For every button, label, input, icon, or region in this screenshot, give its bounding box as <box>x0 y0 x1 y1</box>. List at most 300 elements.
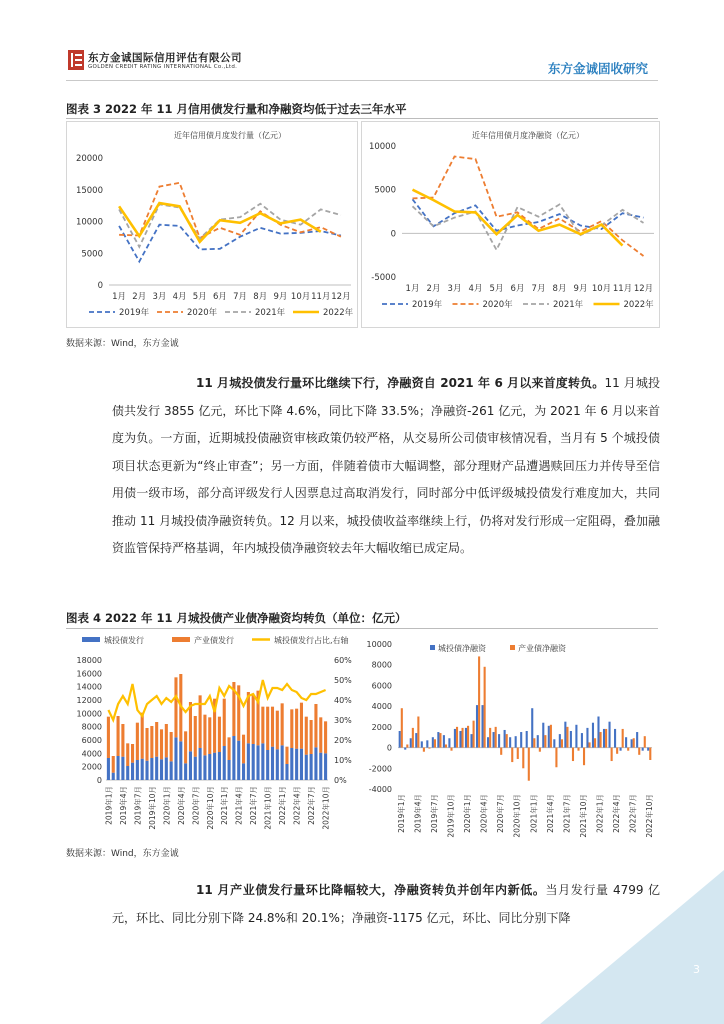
x-tick-label: 3月 <box>447 284 462 294</box>
header-divider <box>66 80 658 81</box>
bar-industrial-net <box>583 748 585 766</box>
bar-urban-issuance <box>271 747 274 780</box>
x-tick-label: 2022年7月 <box>307 786 317 825</box>
bar-urban-issuance <box>107 758 110 780</box>
bar-industrial-issuance <box>155 722 158 757</box>
y-tick-label: 4000 <box>81 749 102 759</box>
x-tick-label: 11月 <box>311 292 331 302</box>
bar-urban-issuance <box>112 773 115 780</box>
company-name-cn: 东方金诚国际信用评估有限公司 <box>88 52 242 64</box>
bar-industrial-issuance <box>126 743 129 766</box>
bar-urban-issuance <box>324 753 327 780</box>
bar-urban-issuance <box>242 763 245 780</box>
legend-label: 城投债发行 <box>104 636 144 645</box>
bar-industrial-issuance <box>300 703 303 749</box>
bar-urban-issuance <box>126 766 129 780</box>
bar-urban-net <box>620 748 622 751</box>
company-logo-mark <box>68 50 84 70</box>
section-title: 东方金诚固收研究 <box>547 61 648 76</box>
y-tick-label: 2000 <box>81 762 102 772</box>
bar-industrial-issuance <box>261 707 264 744</box>
bar-urban-issuance <box>184 763 187 780</box>
bar-industrial-net <box>572 748 574 761</box>
y-tick-label: 10000 <box>368 142 396 152</box>
bar-urban-net <box>548 726 550 748</box>
y-tick-label: 10000 <box>75 217 103 228</box>
legend-label: 产业债发行 <box>194 636 234 645</box>
bar-industrial-net <box>445 744 447 747</box>
bar-urban-net <box>603 729 605 748</box>
y-tick-label: -4000 <box>368 785 392 794</box>
series-line-2 <box>413 205 644 250</box>
figure3-source: 数据来源：Wind，东方金诚 <box>66 339 179 349</box>
x-tick-label: 1月 <box>405 284 420 294</box>
bar-urban-issuance <box>170 761 173 780</box>
x-tick-label: 6月 <box>212 292 227 302</box>
x-tick-label: 2019年4月 <box>118 786 128 825</box>
bar-urban-net <box>410 738 412 747</box>
bar-urban-issuance <box>194 757 197 780</box>
bar-industrial-issuance <box>324 721 327 753</box>
bar-industrial-net <box>478 656 480 747</box>
bar-industrial-issuance <box>290 709 293 748</box>
bar-urban-net <box>564 722 566 748</box>
bar-industrial-net <box>462 728 464 748</box>
figure4-title: 图表 4 2022 年 11 月城投债产业债净融资均转负（单位：亿元） <box>66 611 407 625</box>
bar-industrial-net <box>616 748 618 754</box>
bar-industrial-net <box>611 748 613 761</box>
legend-swatch-1 <box>172 637 190 642</box>
bar-industrial-issuance <box>285 747 288 764</box>
bar-urban-net <box>498 734 500 747</box>
chart-monthly-net <box>360 632 660 840</box>
bar-industrial-issuance <box>295 709 298 749</box>
bar-urban-issuance <box>155 757 158 780</box>
bar-urban-net <box>592 723 594 748</box>
bar-urban-issuance <box>237 741 240 780</box>
bar-industrial-issuance <box>136 723 139 760</box>
figure3-title: 图表 3 2022 年 11 月信用债发行量和净融资均低于过去三年水平 <box>66 102 407 116</box>
bar-industrial-issuance <box>189 702 192 751</box>
x-tick-label: 2022年1月 <box>278 786 288 825</box>
bar-industrial-net <box>528 748 530 781</box>
bar-industrial-issuance <box>228 737 231 760</box>
bar-industrial-net <box>550 725 552 748</box>
paragraph-urban-investment <box>112 370 660 563</box>
bar-industrial-issuance <box>184 731 187 763</box>
bar-urban-issuance <box>136 760 139 780</box>
y2-tick-label: 30% <box>334 716 352 725</box>
bar-industrial-net <box>417 717 419 748</box>
x-tick-label: 4月 <box>468 284 483 294</box>
bar-industrial-net <box>517 748 519 759</box>
legend-swatch-0 <box>430 645 435 650</box>
bar-urban-net <box>553 739 555 747</box>
bar-industrial-issuance <box>121 724 124 757</box>
bar-urban-net <box>586 728 588 748</box>
bar-industrial-issuance <box>314 704 317 747</box>
bar-urban-issuance <box>247 743 250 780</box>
bar-industrial-net <box>484 667 486 748</box>
legend-label: 2021年 <box>255 308 286 318</box>
bar-industrial-net <box>506 734 508 747</box>
bar-urban-net <box>426 740 428 747</box>
x-tick-label: 12月 <box>633 284 654 294</box>
legend-label: 2019年 <box>412 300 443 310</box>
y-tick-label: 18000 <box>76 656 102 665</box>
x-tick-label: 1月 <box>112 292 127 302</box>
y-tick-label: 5000 <box>81 249 103 260</box>
x-tick-label: 2020年10月 <box>512 794 522 838</box>
bar-urban-issuance <box>285 764 288 780</box>
legend-swatch-1 <box>510 645 515 650</box>
bar-industrial-issuance <box>319 717 322 752</box>
x-tick-label: 2021年4月 <box>545 794 555 833</box>
bar-urban-issuance <box>223 746 226 780</box>
chart-title: 近年信用债月度净融资（亿元） <box>472 131 584 140</box>
bar-urban-issuance <box>276 749 279 780</box>
series-line-3 <box>413 190 623 246</box>
bar-industrial-issuance <box>252 695 255 744</box>
bar-industrial-issuance <box>117 716 120 756</box>
bar-urban-net <box>415 733 417 748</box>
y2-tick-label: 20% <box>334 736 352 745</box>
bar-industrial-net <box>577 748 579 751</box>
bar-urban-net <box>625 737 627 747</box>
bar-urban-net <box>443 735 445 747</box>
x-tick-label: 2020年7月 <box>496 794 506 833</box>
bar-industrial-net <box>539 748 541 752</box>
x-tick-label: 2021年7月 <box>562 794 572 833</box>
bar-urban-net <box>515 736 517 747</box>
bar-urban-net <box>631 739 633 747</box>
bar-industrial-net <box>489 728 491 748</box>
bar-urban-net <box>448 738 450 747</box>
bar-industrial-issuance <box>145 728 148 761</box>
bar-industrial-net <box>456 727 458 748</box>
bar-industrial-issuance <box>276 711 279 750</box>
bar-industrial-net <box>589 742 591 747</box>
bar-industrial-net <box>644 736 646 747</box>
x-tick-label: 7月 <box>531 284 546 294</box>
bar-industrial-net <box>434 739 436 747</box>
y-tick-label: 10000 <box>366 640 392 649</box>
page-number: 3 <box>693 963 700 976</box>
bar-industrial-net <box>412 728 414 748</box>
bar-urban-net <box>493 732 495 748</box>
x-tick-label: 2019年7月 <box>429 794 439 833</box>
bar-industrial-issuance <box>310 720 313 754</box>
y-tick-label: 2000 <box>371 722 392 732</box>
paragraph2-lead: 11 月产业债发行量环比降幅较大，净融资转负并创年内新低。 <box>196 883 546 897</box>
x-tick-label: 2019年4月 <box>413 794 423 833</box>
x-tick-label: 2022年10月 <box>321 786 331 830</box>
x-tick-label: 2021年1月 <box>529 794 539 833</box>
y2-tick-label: 50% <box>334 676 352 685</box>
bar-industrial-net <box>649 748 651 760</box>
bar-industrial-net <box>638 748 640 755</box>
bar-industrial-net <box>561 739 563 747</box>
bar-urban-net <box>636 732 638 748</box>
chart-title: 近年信用债月度发行量（亿元） <box>174 131 286 140</box>
legend-label: 产业债净融资 <box>518 644 566 653</box>
bar-urban-issuance <box>165 757 168 780</box>
bar-industrial-issuance <box>141 713 144 759</box>
bar-urban-net <box>454 729 456 748</box>
bar-urban-issuance <box>117 756 120 780</box>
bar-industrial-issuance <box>174 677 177 737</box>
bar-urban-net <box>399 731 401 748</box>
bar-urban-issuance <box>310 754 313 780</box>
bar-industrial-net <box>401 708 403 747</box>
bar-industrial-net <box>605 729 607 748</box>
bar-urban-issuance <box>218 752 221 780</box>
y-tick-label: 8000 <box>371 660 392 670</box>
y-tick-label: 14000 <box>76 682 102 692</box>
paragraph2-body: 当月发行量 4799 亿元，环比、同比分别下降 24.8%和 20.1%；净融资-1175 亿元，环比、同比分别下降 <box>112 883 660 925</box>
legend-label: 2020年 <box>482 300 513 310</box>
x-tick-label: 11月 <box>612 284 633 294</box>
bar-industrial-issuance <box>194 716 197 757</box>
bar-urban-net <box>404 748 406 750</box>
legend-label: 2020年 <box>187 308 218 318</box>
bar-urban-net <box>642 748 644 751</box>
bar-urban-net <box>470 734 472 747</box>
chart-issuance <box>67 122 357 327</box>
x-tick-label: 5月 <box>489 284 504 294</box>
bar-urban-issuance <box>232 736 235 780</box>
x-tick-label: 2020年4月 <box>176 786 186 825</box>
bar-urban-net <box>531 708 533 747</box>
bar-industrial-net <box>566 727 568 748</box>
bar-industrial-net <box>600 732 602 748</box>
x-tick-label: 2020年1月 <box>463 794 473 833</box>
bar-urban-issuance <box>131 763 134 780</box>
x-tick-label: 10月 <box>290 292 311 302</box>
legend-swatch-0 <box>82 637 100 642</box>
y-tick-label: 8000 <box>81 722 102 732</box>
x-tick-label: 2021年10月 <box>578 794 588 838</box>
bar-urban-net <box>614 729 616 748</box>
y-tick-label: 0 <box>386 743 392 753</box>
x-tick-label: 2020年7月 <box>191 786 201 825</box>
x-tick-label: 7月 <box>233 292 248 302</box>
x-tick-label: 2019年7月 <box>133 786 143 825</box>
y-tick-label: -5000 <box>371 273 396 283</box>
bar-urban-net <box>575 725 577 748</box>
bar-industrial-net <box>555 748 557 768</box>
chart-net-financing <box>362 122 659 327</box>
bar-urban-issuance <box>199 748 202 780</box>
series-line-1 <box>119 183 341 238</box>
series-line-0 <box>413 199 644 230</box>
bar-industrial-issuance <box>170 732 173 761</box>
x-tick-label: 2021年4月 <box>234 786 244 825</box>
bar-industrial-net <box>500 748 502 755</box>
bar-urban-net <box>481 705 483 747</box>
chart-panel-net-financing <box>361 121 660 328</box>
x-tick-label: 2021年10月 <box>263 786 273 830</box>
bar-urban-net <box>504 730 506 748</box>
x-tick-label: 2021年7月 <box>249 786 259 825</box>
x-tick-label: 2021年1月 <box>220 786 230 825</box>
x-tick-label: 2022年7月 <box>628 794 638 833</box>
chart-panel-issuance <box>66 121 358 328</box>
figure3-title-rule <box>66 118 658 119</box>
bar-industrial-issuance <box>165 724 168 757</box>
x-tick-label: 12月 <box>331 292 351 302</box>
bar-urban-issuance <box>314 747 317 780</box>
bar-industrial-issuance <box>160 729 163 759</box>
legend-label: 城投债发行占比,右轴 <box>274 636 349 645</box>
x-tick-label: 10月 <box>591 284 612 294</box>
bar-urban-issuance <box>261 743 264 780</box>
bar-industrial-net <box>633 738 635 747</box>
bar-industrial-net <box>544 735 546 747</box>
y-tick-label: 6000 <box>81 736 102 745</box>
bar-industrial-issuance <box>281 703 284 745</box>
bar-urban-issuance <box>256 745 259 780</box>
bar-urban-net <box>581 733 583 748</box>
x-tick-label: 2022年4月 <box>612 794 622 833</box>
paragraph1-body: 11 月城投债共发行 3855 亿元，环比下降 4.6%，同比下降 33.5%；净融资-261 亿元，为 2021 年 6 月以来首度为负。一方面，近期城投债融资审核政策仍较严格，从交易所公司债审核情况看，当月有 5 个城投债项目状态更新为“终止审查”；另一方面，伴随着债市大幅调整，部分理财产品遭遇赎回压力并传导至信用债一级市场，部分高评级发行人因票息过高取消发行，同时部分中低评级城投债发行难度加大，共同推动 11 月城投债净融资转负。12 月以来，城投债收益率继续上行，仍将对发行形成一定阻碍，叠加融资监管保持严格基调，年内城投债净融资较去年大幅收缩已成定局。 <box>112 376 660 555</box>
bar-industrial-net <box>450 748 452 751</box>
bar-industrial-issuance <box>203 715 206 756</box>
y-tick-label: 10000 <box>76 709 102 719</box>
bar-urban-net <box>597 717 599 748</box>
x-tick-label: 2022年4月 <box>292 786 302 825</box>
y-tick-label: 16000 <box>76 669 102 679</box>
bar-urban-issuance <box>290 748 293 780</box>
y-tick-label: 0 <box>97 281 103 291</box>
bar-urban-net <box>608 722 610 748</box>
bar-urban-net <box>487 737 489 747</box>
x-tick-label: 2022年1月 <box>595 794 605 833</box>
bar-industrial-issuance <box>223 699 226 746</box>
corner-decoration <box>540 870 724 1024</box>
bar-industrial-net <box>622 729 624 748</box>
bar-industrial-net <box>473 721 475 748</box>
x-tick-label: 2月 <box>132 292 147 302</box>
bar-industrial-issuance <box>150 726 153 758</box>
bar-urban-net <box>570 731 572 748</box>
y-tick-label: 12000 <box>76 696 102 705</box>
y-tick-label: 4000 <box>371 702 392 712</box>
bar-industrial-issuance <box>305 717 308 755</box>
legend-label: 2022年 <box>323 308 354 318</box>
y-tick-label: 5000 <box>374 185 396 196</box>
bar-industrial-net <box>495 727 497 748</box>
bar-urban-issuance <box>150 758 153 780</box>
bar-industrial-issuance <box>266 707 269 750</box>
bar-urban-issuance <box>160 759 163 780</box>
bar-urban-net <box>437 732 439 748</box>
y2-tick-label: 40% <box>334 696 352 705</box>
x-tick-label: 2月 <box>426 284 441 294</box>
paragraph1-lead: 11 月城投债发行量环比继续下行，净融资自 2021 年 6 月以来首度转负。 <box>196 376 605 390</box>
bar-urban-issuance <box>208 754 211 780</box>
y-tick-label: 0 <box>96 776 102 785</box>
bar-urban-issuance <box>252 744 255 780</box>
legend-label: 城投债净融资 <box>438 644 486 653</box>
x-tick-label: 2022年10月 <box>645 794 655 838</box>
bar-industrial-issuance <box>208 717 211 754</box>
bar-industrial-net <box>594 738 596 747</box>
bar-industrial-issuance <box>112 756 115 773</box>
y-tick-label: 6000 <box>371 681 392 691</box>
x-tick-label: 2020年1月 <box>162 786 172 825</box>
bar-urban-issuance <box>179 741 182 780</box>
y-tick-label: -2000 <box>368 764 392 774</box>
bar-urban-net <box>537 735 539 747</box>
x-tick-label: 8月 <box>253 292 268 302</box>
bar-industrial-net <box>439 733 441 748</box>
bar-urban-issuance <box>174 737 177 780</box>
bar-industrial-issuance <box>271 707 274 747</box>
y2-tick-label: 10% <box>334 756 352 765</box>
bar-industrial-net <box>511 748 513 763</box>
bar-urban-issuance <box>203 755 206 780</box>
figure4-source: 数据来源：Wind，东方金诚 <box>66 849 179 859</box>
chart-panel-monthly-net <box>360 632 660 840</box>
bar-urban-issuance <box>189 751 192 780</box>
chart-panel-monthly-issuance <box>66 632 366 840</box>
bar-urban-issuance <box>281 745 284 780</box>
bar-industrial-net <box>467 726 469 748</box>
bar-urban-issuance <box>141 759 144 780</box>
bar-urban-net <box>520 732 522 748</box>
bar-urban-issuance <box>300 749 303 780</box>
bar-urban-issuance <box>305 755 308 780</box>
x-tick-label: 6月 <box>510 284 525 294</box>
bar-urban-net <box>465 728 467 748</box>
bar-urban-net <box>526 731 528 748</box>
legend-label: 2022年 <box>623 300 654 310</box>
bar-industrial-issuance <box>242 735 245 764</box>
x-tick-label: 2020年10月 <box>205 786 215 830</box>
bar-industrial-net <box>406 744 408 747</box>
bar-urban-issuance <box>228 760 231 780</box>
x-tick-label: 2019年10月 <box>147 786 157 830</box>
x-tick-label: 2020年4月 <box>479 794 489 833</box>
company-logo <box>68 50 84 70</box>
bar-industrial-net <box>533 738 535 747</box>
chart-monthly-issuance <box>66 632 366 840</box>
y-tick-label: 20000 <box>75 154 103 164</box>
bar-urban-net <box>432 737 434 747</box>
bar-urban-issuance <box>319 753 322 780</box>
bar-urban-issuance <box>295 749 298 780</box>
bar-industrial-issuance <box>107 717 110 758</box>
bar-urban-net <box>559 734 561 747</box>
bar-industrial-net <box>423 748 425 752</box>
bar-urban-net <box>421 741 423 747</box>
bar-urban-issuance <box>213 753 216 780</box>
bar-industrial-net <box>522 748 524 769</box>
bar-industrial-issuance <box>218 717 221 752</box>
bar-urban-net <box>647 748 649 751</box>
x-tick-label: 4月 <box>172 292 187 302</box>
x-tick-label: 2019年1月 <box>104 786 114 825</box>
x-tick-label: 9月 <box>273 292 288 302</box>
bar-urban-net <box>542 723 544 748</box>
bar-urban-issuance <box>145 761 148 780</box>
x-tick-label: 5月 <box>192 292 207 302</box>
bar-industrial-issuance <box>131 744 134 763</box>
x-tick-label: 2019年1月 <box>396 794 406 833</box>
bar-urban-net <box>509 737 511 747</box>
legend-label: 2021年 <box>553 300 584 310</box>
